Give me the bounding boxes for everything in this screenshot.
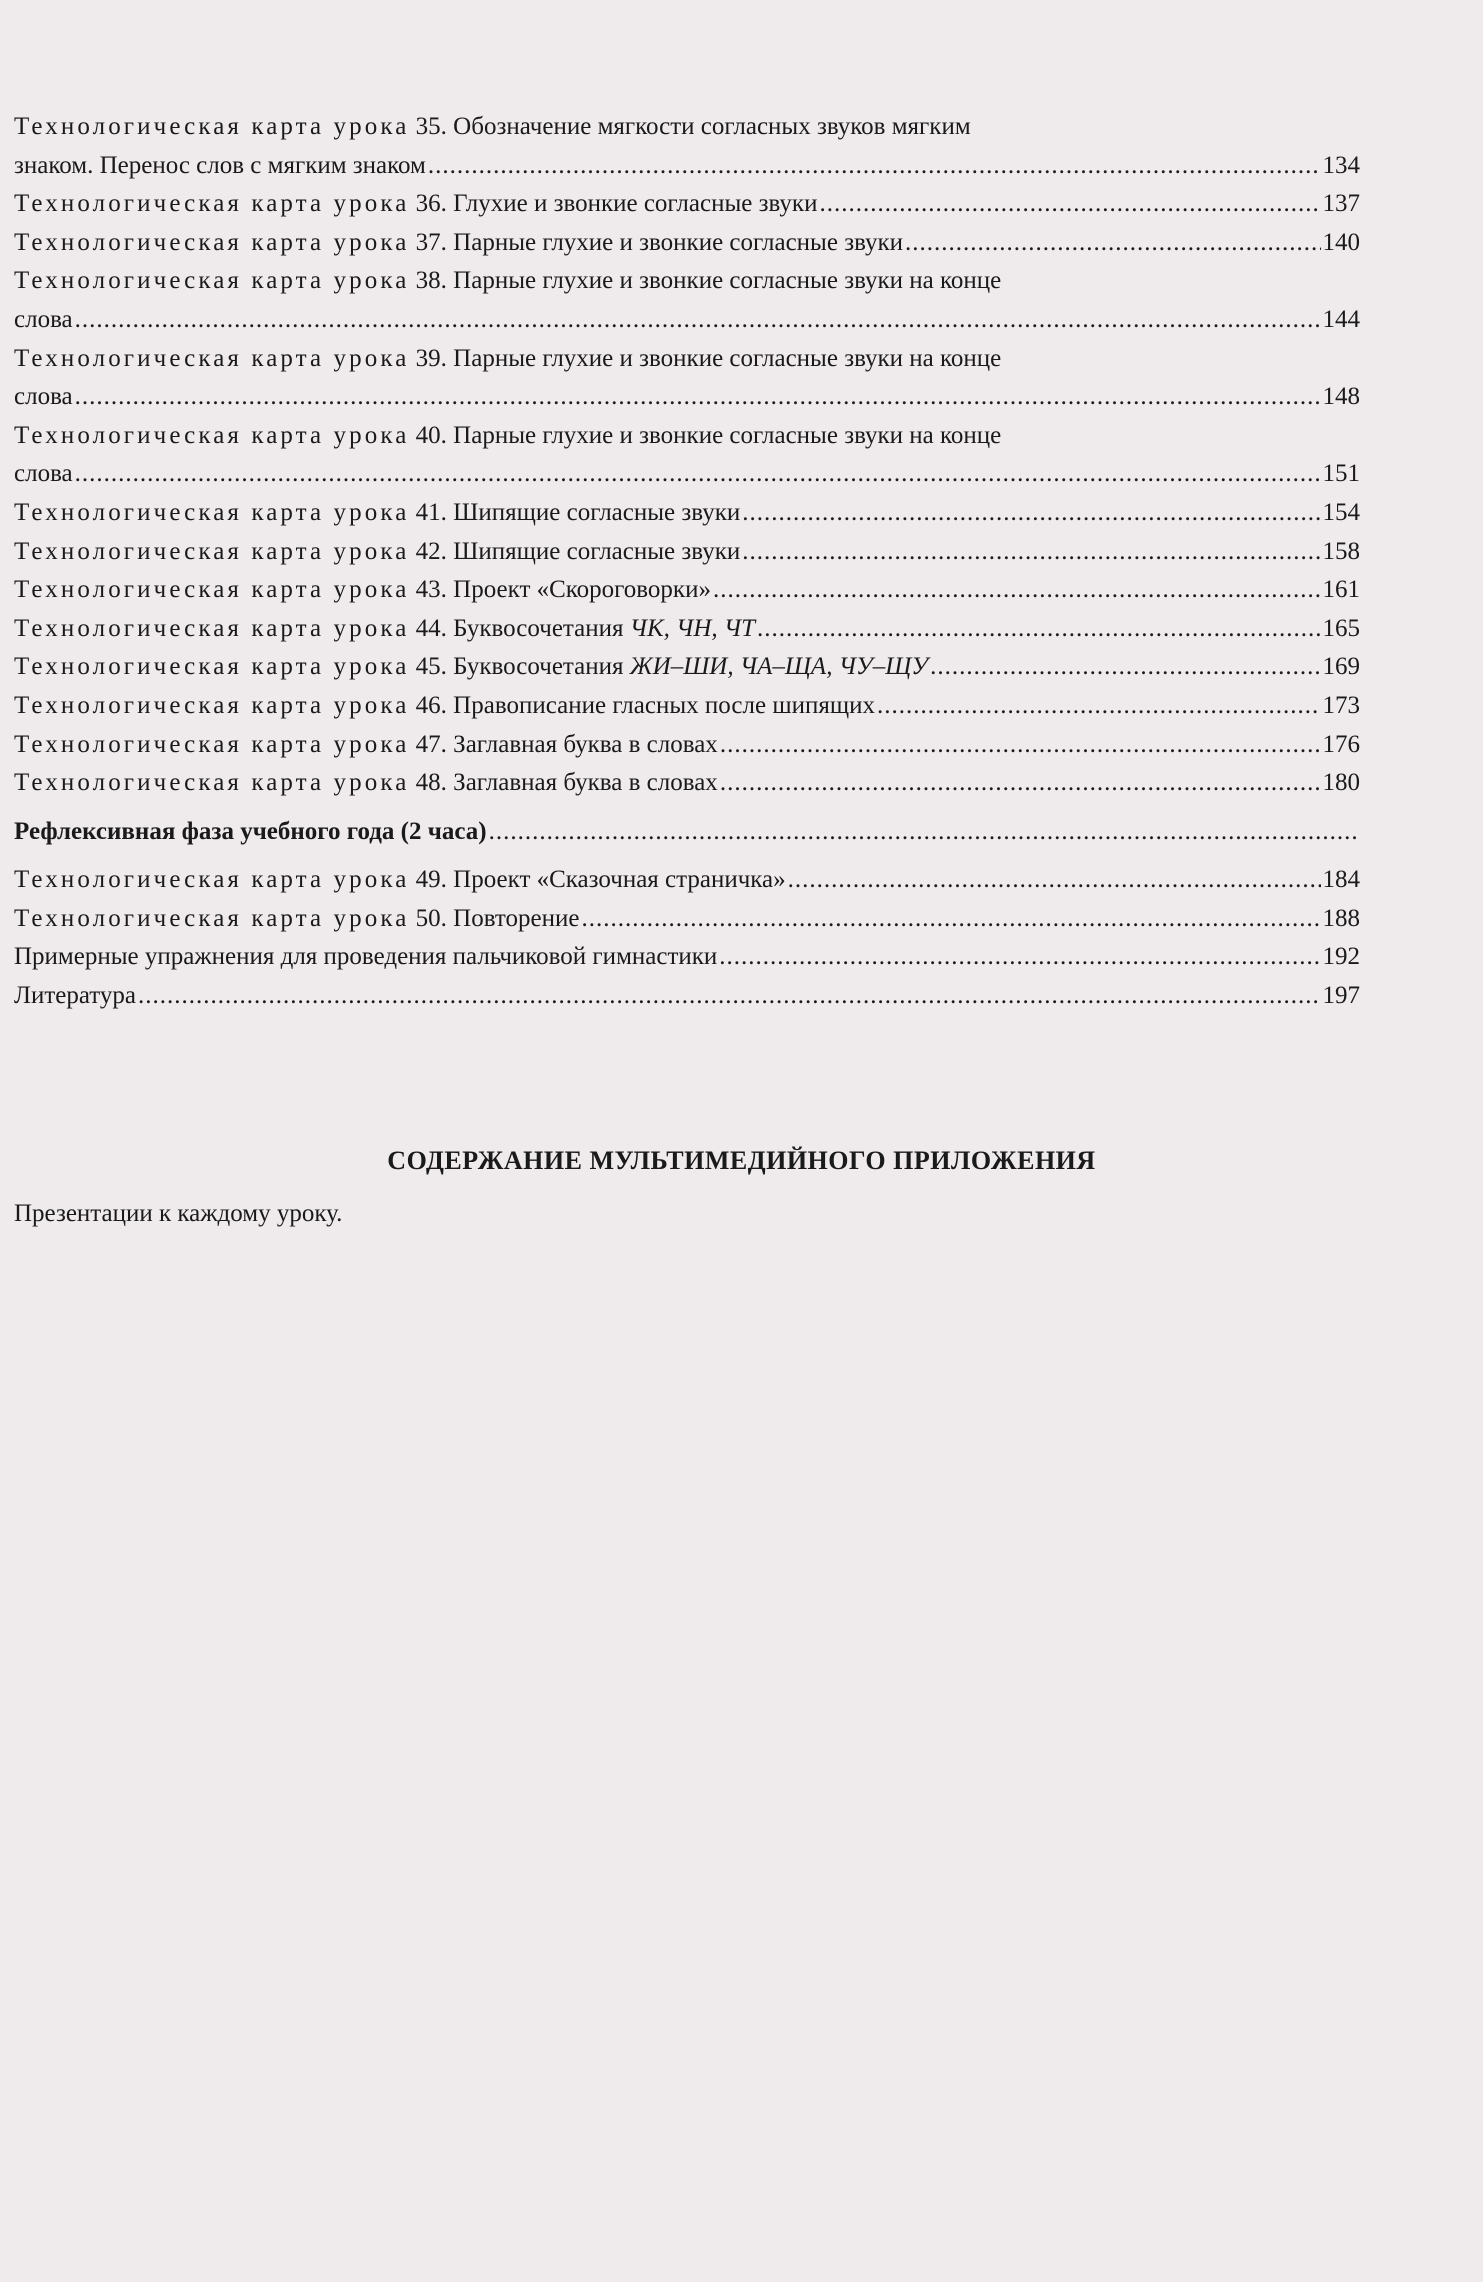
lesson-prefix: Технологическая карта урока [14,730,410,758]
lesson-title-continued: слова [14,305,73,333]
lesson-prefix: Технологическая карта урока [14,498,410,526]
lesson-title-italic: ЖИ–ШИ, ЧА–ЩА, ЧУ–ЩУ [629,653,929,681]
toc-section-reflexive[interactable] [14,813,1360,852]
lesson-title: Заглавная буква в словах [453,769,718,797]
dot-leader [819,185,1320,224]
lesson-title: Парные глухие и звонкие согласные звуки на конце [453,344,1002,372]
toc-entry-48[interactable] [14,764,1360,803]
dot-leader [713,571,1321,610]
toc-entry-49[interactable] [14,861,1360,900]
toc-entry-47[interactable] [14,726,1360,765]
lesson-prefix: Технологическая карта урока [14,113,410,140]
dot-leader [757,610,1321,649]
lesson-title: Парные глухие и звонкие согласные звуки [453,228,904,256]
lesson-title: Парные глухие и звонкие согласные звуки на конце [453,421,1002,449]
page-number: 151 [1322,460,1360,488]
page-number: 197 [1322,982,1360,1010]
lesson-title: Проект «Скороговорки» [453,576,711,604]
lesson-number: 48. [415,769,447,797]
dot-leader [581,900,1320,939]
lesson-prefix: Технологическая карта урока [14,691,410,719]
page-number: 169 [1322,653,1360,681]
dot-leader [742,494,1320,533]
page-number: 180 [1322,769,1360,797]
toc-entry-36[interactable] [14,185,1360,224]
multimedia-heading: СОДЕРЖАНИЕ МУЛЬТИМЕДИЙНОГО ПРИЛОЖЕНИЯ [387,1146,1096,1175]
lesson-prefix: Технологическая карта урока [14,769,410,797]
dot-leader [75,378,1321,417]
entry-title: Литература [14,982,136,1010]
dot-leader [788,861,1321,900]
entry-title: Примерные упражнения для проведения пальчиковой гимнастики [14,943,718,971]
table-of-contents [14,108,1360,1016]
lesson-number: 40. [415,421,447,449]
page-number: 192 [1322,943,1360,971]
toc-entry-35[interactable] [14,108,1360,185]
page-number: 188 [1322,904,1360,932]
lesson-number: 35. [415,113,447,140]
page-number: 137 [1322,190,1360,218]
lesson-prefix: Технологическая карта урока [14,614,410,642]
page-number: 140 [1322,228,1360,256]
lesson-prefix: Технологическая карта урока [14,190,410,218]
page-number: 184 [1322,866,1360,894]
dot-leader [720,726,1321,765]
lesson-title-italic: ЧК, ЧН, ЧТ [629,614,755,642]
dot-leader [75,301,1321,340]
dot-leader [138,977,1321,1016]
lesson-number: 46. [415,691,447,719]
toc-entry-39[interactable] [14,340,1360,417]
page-number: 144 [1322,305,1360,333]
page-number: 158 [1322,537,1360,565]
toc-entry-37[interactable] [14,224,1360,263]
lesson-number: 44. [415,614,447,642]
lesson-number: 39. [415,344,447,372]
lesson-title-continued: знаком. Перенос слов с мягким знаком [14,151,426,179]
lesson-prefix: Технологическая карта урока [14,904,410,932]
lesson-prefix: Технологическая карта урока [14,576,410,604]
toc-entry-46[interactable] [14,687,1360,726]
dot-leader [877,687,1321,726]
lesson-number: 38. [415,267,447,295]
lesson-prefix: Технологическая карта урока [14,267,410,295]
lesson-number: 50. [415,904,447,932]
toc-entry-41[interactable] [14,494,1360,533]
lesson-title: Заглавная буква в словах [453,730,718,758]
page-number: 165 [1322,614,1360,642]
page-number: 161 [1322,576,1360,604]
lesson-prefix: Технологическая карта урока [14,653,410,681]
lesson-prefix: Технологическая карта урока [14,344,410,372]
section-title: Рефлексивная фаза учебного года (2 часа) [14,817,487,845]
lesson-title: Шипящие согласные звуки [453,498,741,526]
dot-leader [720,764,1321,803]
lesson-number: 42. [415,537,447,565]
lesson-title: Парные глухие и звонкие согласные звуки на конце [453,267,1002,295]
toc-entry-42[interactable] [14,533,1360,572]
lesson-title-continued: слова [14,460,73,488]
lesson-number: 36. [415,190,447,218]
lesson-number: 43. [415,576,447,604]
dot-leader [742,533,1320,572]
lesson-number: 45. [415,653,447,681]
dot-leader [75,455,1321,494]
toc-entry-44[interactable] [14,610,1360,649]
lesson-title: Повторение [453,904,580,932]
lesson-title: Проект «Сказочная страничка» [453,866,786,894]
lesson-number: 49. [415,866,447,894]
dot-leader [489,813,1358,852]
lesson-number: 47. [415,730,447,758]
page-number: 173 [1322,691,1360,719]
dot-leader [905,224,1320,263]
page-number: 148 [1322,383,1360,411]
dot-leader [719,938,1320,977]
lesson-prefix: Технологическая карта урока [14,228,410,256]
lesson-title: Буквосочетания [453,653,624,681]
lesson-number: 41. [415,498,447,526]
page-number: 134 [1322,151,1360,179]
lesson-title: Буквосочетания [453,614,624,642]
lesson-prefix: Технологическая карта урока [14,421,410,449]
toc-entry-50[interactable] [14,900,1360,939]
lesson-prefix: Технологическая карта урока [14,537,410,565]
lesson-title: Глухие и звонкие согласные звуки [453,190,818,218]
dot-leader [428,147,1321,186]
page-number: 154 [1322,498,1360,526]
lesson-title: Шипящие согласные звуки [453,537,741,565]
toc-entry-38[interactable] [14,262,1360,339]
page-number: 176 [1322,730,1360,758]
toc-entry-literature[interactable] [14,977,1360,1016]
lesson-title: Обозначение мягкости согласных звуков мягким [453,113,971,140]
lesson-title: Правописание гласных после шипящих [453,691,875,719]
toc-entry-43[interactable] [14,571,1360,610]
multimedia-text: Презентации к каждому уроку. [14,1200,343,1227]
lesson-number: 37. [415,228,447,256]
dot-leader [930,648,1320,687]
lesson-prefix: Технологическая карта урока [14,866,410,894]
lesson-title-continued: слова [14,383,73,411]
toc-entry-finger-exercises[interactable] [14,938,1360,977]
toc-entry-40[interactable] [14,417,1360,494]
toc-entry-45[interactable] [14,648,1360,687]
